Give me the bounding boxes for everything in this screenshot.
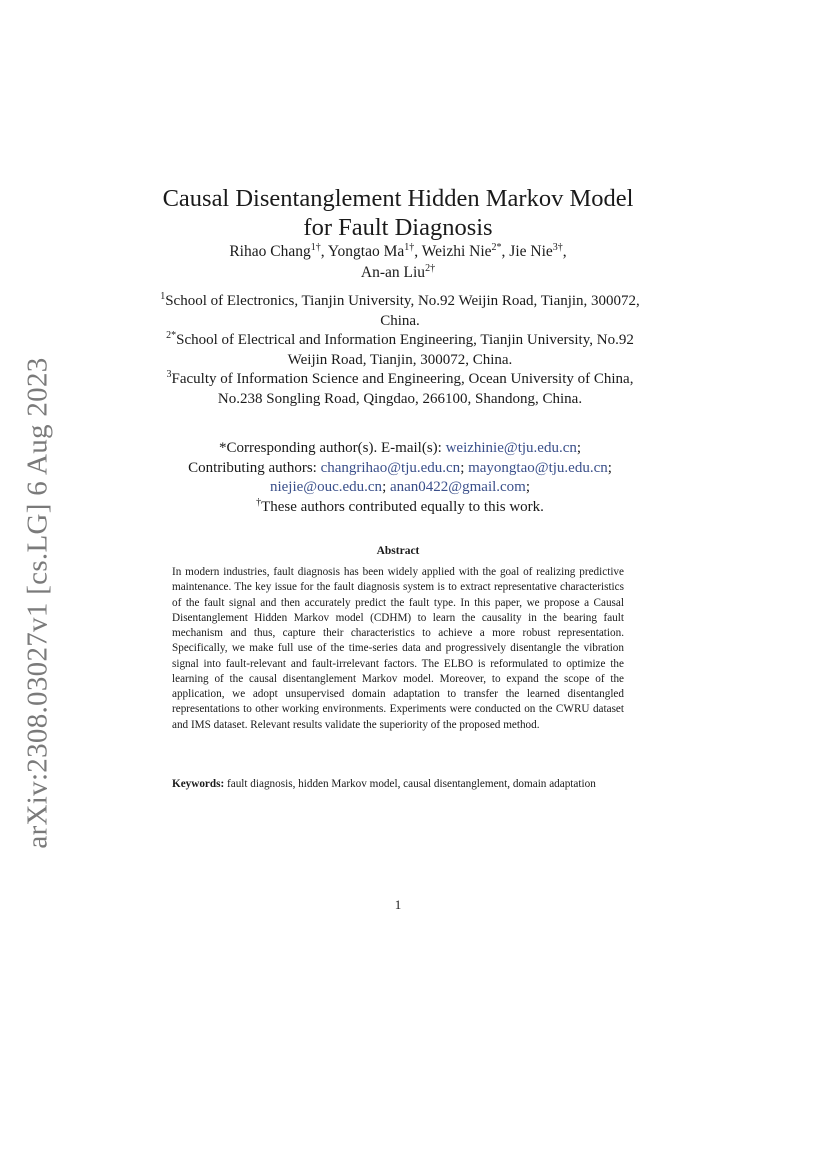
author-separator: , xyxy=(320,243,328,260)
contributing-label: Contributing authors: xyxy=(188,459,321,476)
affiliations xyxy=(155,292,645,410)
affiliation-mark: 1 xyxy=(160,291,166,302)
author-name: Jie Nie xyxy=(509,243,553,260)
affiliation-entry xyxy=(155,370,645,409)
author-name: An-an Liu xyxy=(360,264,426,281)
author-separator: , xyxy=(414,243,422,260)
affiliation-entry xyxy=(155,292,645,331)
author-name: Rihao Chang xyxy=(229,243,311,260)
author-affiliation-mark: 1† xyxy=(310,241,321,253)
affiliation-text: School of Electrical and Information Engineering, Tianjin University, No.92 Weijin Road, Tianjin, 300072, China. xyxy=(176,332,634,368)
keywords-label: Keywords: xyxy=(172,778,225,790)
author-affiliation-mark: 3† xyxy=(552,241,563,253)
author-separator: , xyxy=(501,243,510,260)
author-affiliation-mark: 1† xyxy=(404,241,415,253)
contact-block xyxy=(150,439,650,517)
contributing-email-link[interactable]: changrihao@tju.edu.cn xyxy=(320,459,461,476)
contributing-email-link[interactable]: mayongtao@tju.edu.cn xyxy=(468,459,608,476)
affiliation-mark: 2* xyxy=(166,330,177,342)
contributing-email-link[interactable]: anan0422@gmail.com xyxy=(389,479,526,495)
equal-contribution-text: These authors contributed equally to this work. xyxy=(261,498,544,515)
corresponding-label: *Corresponding author(s). E-mail(s): xyxy=(218,440,446,456)
keywords-text: fault diagnosis, hidden Markov model, causal disentanglement, domain adaptation xyxy=(227,778,596,790)
page-number: 1 xyxy=(394,897,402,912)
arxiv-identifier-stamp: arXiv:2308.03027v1 [cs.LG] 6 Aug 2023 xyxy=(21,357,54,849)
affiliation-mark: 3 xyxy=(166,369,172,381)
contributing-authors-line: Contributing authors: changrihao@tju.edu.cn; mayongtao@tju.edu.cn; niejie@ouc.edu.cn; anan0422@gmail.com; xyxy=(188,459,612,495)
paper-title xyxy=(0,184,796,242)
equal-contribution-note xyxy=(150,498,650,518)
abstract-text: In modern industries, fault diagnosis has been widely applied with the goal of realizing predictive maintenance. The key issue for the fault diagnosis system is to extract representative characteristics of the fault signal and then accurately predict the fault type. In this paper, we propose a Causal Disentanglement Hidden Markov model (CDHM) to learn the causality in the bearing fault mechanism and thus, capture their characteristics to achieve a more robust representation. Specifically, we make full use of the time-series data and progressively disentangle the vibration signal into fault-relevant and fault-irrelevant factors. The ELBO is reformulated to optimize the learning of the causal disentanglement Markov model. Moreover, to expand the scope of the application, we adopt unsupervised domain adaptation to transfer the learned disentangled representations to other working environments. Experiments were conducted on the CWRU dataset and IMS dataset. Relevant results validate the superiority of the proposed method. xyxy=(172,566,624,731)
corresponding-email-link[interactable]: weizhinie@tju.edu.cn xyxy=(445,440,577,456)
affiliation-text: Faculty of Information Science and Engineering, Ocean University of China, No.238 Songling Road, Qingdao, 266100, Shandong, China. xyxy=(171,371,634,407)
author-affiliation-mark: 2* xyxy=(491,241,502,253)
author-name: Yongtao Ma xyxy=(327,243,405,260)
title-line-1: Causal Disentanglement Hidden Markov Model xyxy=(162,185,634,212)
affiliation-entry xyxy=(155,331,645,370)
author-list xyxy=(0,241,796,283)
author-affiliation-mark: 2† xyxy=(425,262,436,274)
corresponding-author-line: *Corresponding author(s). E-mail(s): weizhinie@tju.edu.cn; xyxy=(218,440,582,456)
contributing-email-link[interactable]: niejie@ouc.edu.cn xyxy=(269,479,383,495)
keywords xyxy=(172,777,624,791)
abstract-heading: Abstract xyxy=(376,545,420,557)
author-name: Weizhi Nie xyxy=(421,243,492,260)
affiliation-text: School of Electronics, Tianjin University, No.92 Weijin Road, Tianjin, 300072, China. xyxy=(165,293,640,329)
dagger-mark: † xyxy=(256,496,262,508)
title-line-2: for Fault Diagnosis xyxy=(303,214,493,241)
author-separator: , xyxy=(562,243,567,260)
